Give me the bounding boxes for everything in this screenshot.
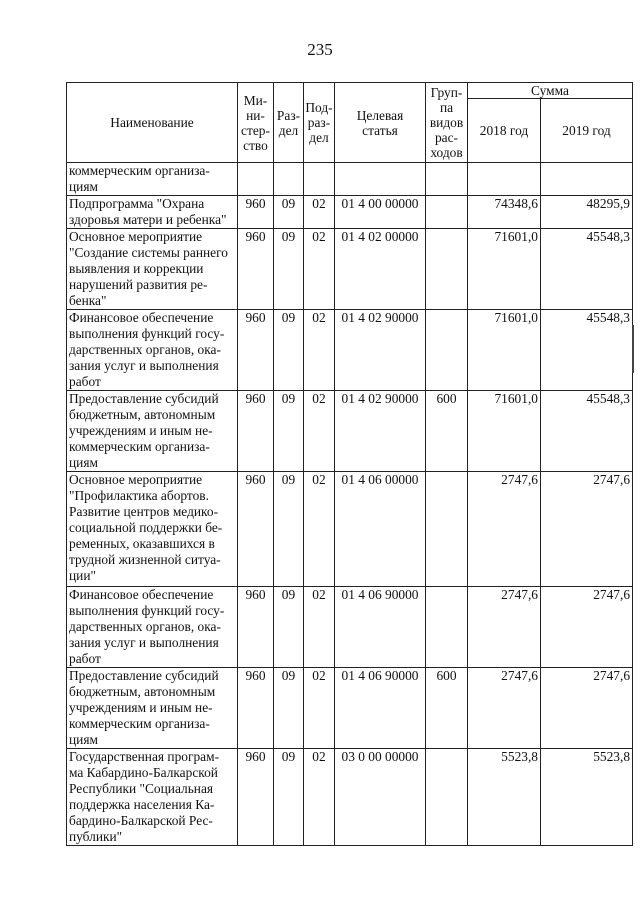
row-group-cell [426,310,468,391]
header-group: Груп- па видов рас- ходов [426,83,468,163]
row-sum-2019-cell: 45548,3 [541,310,633,391]
row-sum-2019-cell [541,163,633,196]
row-subsection-cell [304,163,335,196]
row-target-cell: 03 0 00 00000 [335,749,426,846]
budget-table [66,82,633,846]
row-name-cell: Основное мероприятие "Создание системы раннего выявления и коррекции нарушений развития ре- бенка" [67,229,238,310]
table-row [67,668,633,749]
row-name-cell: Предоставление субсидий бюджетным, автономным учреждениям и иным не- коммерческим организа- циям [67,668,238,749]
row-subsection-cell: 02 [304,310,335,391]
row-sum-2018-cell: 2747,6 [468,668,541,749]
page-number: 235 [307,40,333,59]
row-subsection-cell: 02 [304,668,335,749]
row-ministry-cell: 960 [238,472,274,587]
table-row [67,749,633,846]
row-name-cell: Подпрограмма "Охрана здоровья матери и ребенка" [67,196,238,229]
table-row [67,310,633,391]
row-group-cell: 600 [426,668,468,749]
table-row [67,229,633,310]
row-group-cell [426,472,468,587]
row-target-cell: 01 4 06 00000 [335,472,426,587]
table-row [67,391,633,472]
table-row [67,163,633,196]
row-ministry-cell: 960 [238,391,274,472]
row-sum-2018-cell: 71601,0 [468,229,541,310]
row-subsection-cell: 02 [304,391,335,472]
row-section-cell: 09 [274,229,304,310]
header-row [67,83,633,99]
row-group-cell [426,587,468,668]
row-section-cell: 09 [274,587,304,668]
row-group-cell [426,749,468,846]
row-ministry-cell: 960 [238,310,274,391]
row-section-cell: 09 [274,391,304,472]
row-sum-2018-cell: 71601,0 [468,391,541,472]
row-subsection-cell: 02 [304,749,335,846]
row-sum-2019-cell: 5523,8 [541,749,633,846]
row-section-cell: 09 [274,310,304,391]
header-year-2019: 2019 год [541,99,633,163]
row-target-cell [335,163,426,196]
row-sum-2019-cell: 2747,6 [541,472,633,587]
row-subsection-cell: 02 [304,587,335,668]
row-sum-2018-cell: 74348,6 [468,196,541,229]
row-target-cell: 01 4 00 00000 [335,196,426,229]
row-sum-2019-cell: 45548,3 [541,391,633,472]
row-sum-2018-cell: 2747,6 [468,587,541,668]
table-row [67,587,633,668]
row-sum-2018-cell: 2747,6 [468,472,541,587]
row-target-cell: 01 4 02 90000 [335,310,426,391]
table-row [67,472,633,587]
row-group-cell [426,163,468,196]
row-group-cell: 600 [426,391,468,472]
row-ministry-cell [238,163,274,196]
header-ministry: Ми- ни- стер- ство [238,83,274,163]
row-section-cell: 09 [274,472,304,587]
row-subsection-cell: 02 [304,472,335,587]
header-sum: Сумма [468,83,633,99]
row-ministry-cell: 960 [238,749,274,846]
row-sum-2018-cell [468,163,541,196]
row-name-cell: Предоставление субсидий бюджетным, автономным учреждениям и иным не- коммерческим организа- циям [67,391,238,472]
row-section-cell: 09 [274,749,304,846]
row-section-cell: 09 [274,196,304,229]
row-section-cell: 09 [274,668,304,749]
row-target-cell: 01 4 02 90000 [335,391,426,472]
table-body [67,163,633,846]
row-ministry-cell: 960 [238,196,274,229]
row-ministry-cell: 960 [238,668,274,749]
row-name-cell: Государственная програм- ма Кабардино-Балкарской Республики "Социальная поддержка населения Ка- бардино-Балкарской Рес- публики" [67,749,238,846]
row-name-cell: Основное мероприятие "Профилактика абортов. Развитие центров медико- социальной поддержки бе- ременных, оказавшихся в трудной жизненной ситуа- ции" [67,472,238,587]
header-section: Раз- дел [274,83,304,163]
row-subsection-cell: 02 [304,229,335,310]
row-group-cell [426,229,468,310]
margin-mark [632,325,634,373]
row-ministry-cell: 960 [238,587,274,668]
row-subsection-cell: 02 [304,196,335,229]
row-target-cell: 01 4 06 90000 [335,668,426,749]
row-sum-2019-cell: 2747,6 [541,668,633,749]
header-year-2018: 2018 год [468,99,541,163]
row-section-cell [274,163,304,196]
table-row [67,196,633,229]
header-name: Наименование [67,83,238,163]
row-sum-2019-cell: 48295,9 [541,196,633,229]
row-sum-2018-cell: 5523,8 [468,749,541,846]
row-target-cell: 01 4 02 00000 [335,229,426,310]
header-subsection: Под- раз- дел [304,83,335,163]
row-sum-2019-cell: 2747,6 [541,587,633,668]
row-name-cell: Финансовое обеспечение выполнения функций госу- дарственных органов, ока- зания услуг и выполнения работ [67,587,238,668]
row-name-cell: Финансовое обеспечение выполнения функций госу- дарственных органов, ока- зания услуг и выполнения работ [67,310,238,391]
header-target: Целевая статья [335,83,426,163]
row-name-cell: коммерческим организа- циям [67,163,238,196]
row-ministry-cell: 960 [238,229,274,310]
row-target-cell: 01 4 06 90000 [335,587,426,668]
row-sum-2019-cell: 45548,3 [541,229,633,310]
row-group-cell [426,196,468,229]
row-sum-2018-cell: 71601,0 [468,310,541,391]
